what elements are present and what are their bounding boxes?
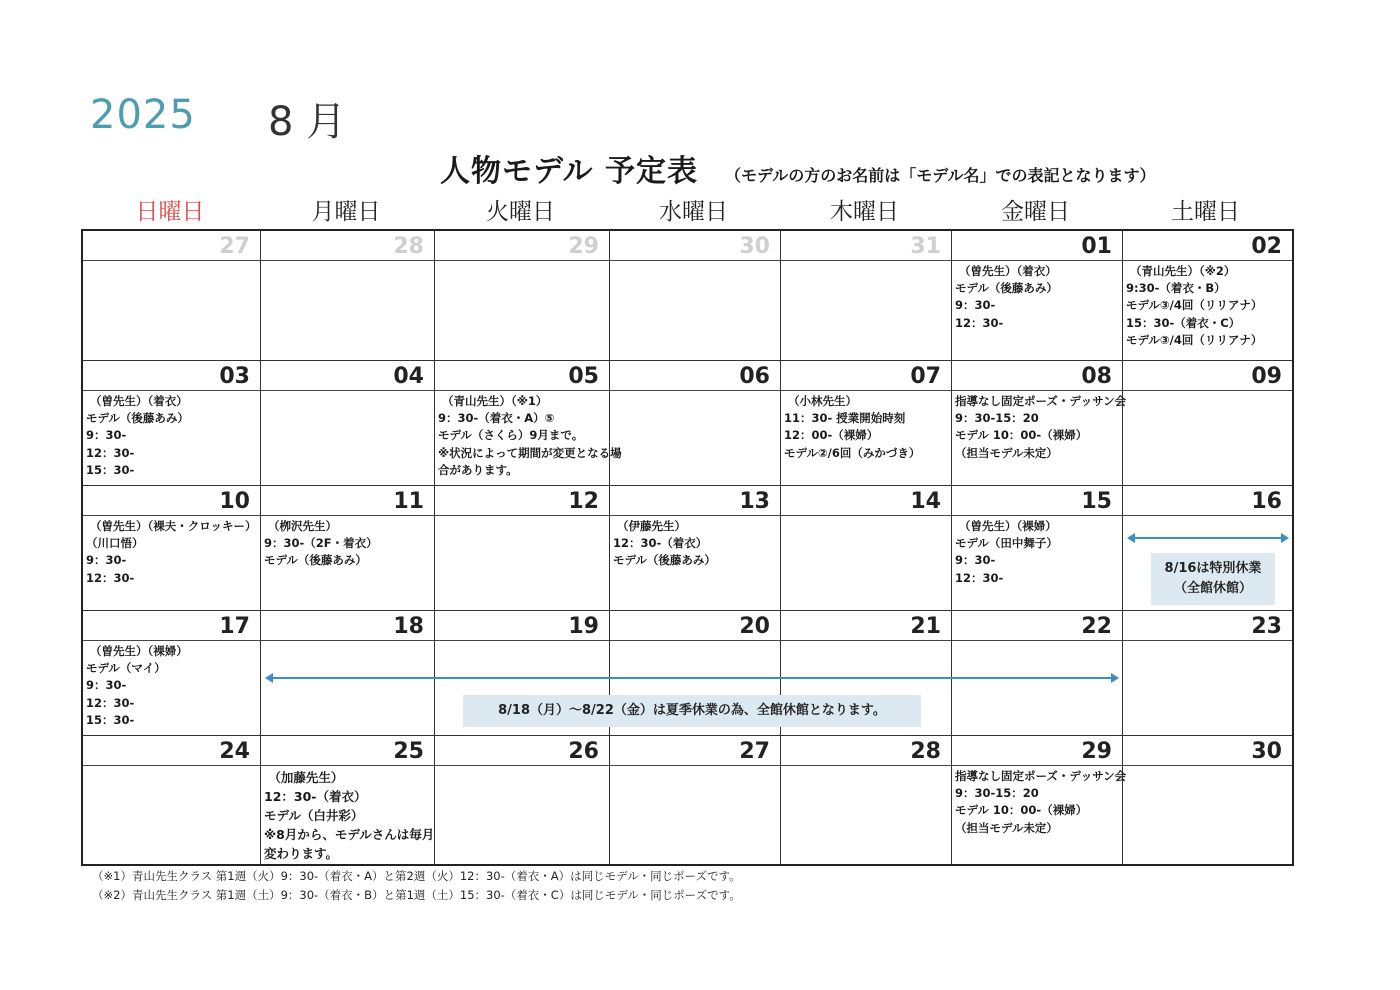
calendar-cell [83, 486, 261, 611]
cell-note: 指導なし固定ポーズ・デッサン会 9：30-15：20 モデル 10：00-（裸婦） （担当モデル未定） [955, 769, 1127, 835]
day-number: 07 [781, 361, 951, 391]
day-number: 28 [781, 736, 951, 766]
day-number: 15 [952, 486, 1122, 516]
footnotes [92, 867, 741, 905]
weekday-label: 木曜日 [830, 199, 899, 225]
weekday-label: 日曜日 [135, 199, 205, 225]
calendar-cell [261, 736, 435, 864]
month-label: 8 月 [268, 99, 347, 145]
day-number: 31 [781, 231, 951, 261]
summer-notice: 8/18（月）～8/22（金）は夏季休業の為、全館休館となります。 [463, 695, 921, 727]
calendar-cell [261, 611, 435, 736]
calendar-cell [1123, 736, 1292, 864]
day-number: 30 [1123, 736, 1292, 766]
day-number: 12 [435, 486, 609, 516]
year-label: 2025 [90, 92, 196, 138]
cell-note: （曽先生）（着衣） モデル（後藤あみ） 9：30- 12：30- 15：30- [86, 394, 189, 477]
weekday-label: 火曜日 [486, 199, 555, 225]
cell-note: （伊藤先生） 12：30-（着衣） モデル（後藤あみ） [613, 519, 716, 568]
aug16-arrow-line [1133, 537, 1283, 539]
day-number: 11 [261, 486, 434, 516]
calendar-cell [1123, 361, 1292, 486]
weekday-label: 金曜日 [1001, 199, 1070, 225]
calendar-cell [435, 736, 610, 864]
calendar-cell [952, 611, 1123, 736]
day-number: 29 [952, 736, 1122, 766]
arrow-left-icon [1127, 533, 1135, 543]
day-number: 04 [261, 361, 434, 391]
calendar-cell [952, 736, 1127, 864]
footnote-2: （※2）青山先生クラス 第1週（土）9：30-（着衣・B）と第1週（土）15：30-（着衣・C）は同じモデル・同じポーズです。 [92, 888, 741, 902]
day-number: 03 [83, 361, 260, 391]
day-number: 30 [610, 231, 780, 261]
calendar-cell [610, 486, 781, 611]
weekday-label: 土曜日 [1171, 199, 1240, 225]
cell-note: 指導なし固定ポーズ・デッサン会 9：30-15：20 モデル 10：00-（裸婦） （担当モデル未定） [955, 394, 1127, 460]
day-number: 13 [610, 486, 780, 516]
calendar-cell [261, 486, 435, 611]
day-number: 24 [83, 736, 260, 766]
calendar-cell [83, 736, 261, 864]
cell-note: （青山先生）（※1） 9：30-（着衣・A）⑤ モデル（さくら）9月まで。 ※状況によって期間が変更となる場 合があります。 [438, 394, 622, 477]
calendar-cell [952, 361, 1127, 486]
day-number: 27 [610, 736, 780, 766]
cell-note: （加藤先生） 12：30-（着衣） モデル（白井彩） ※8月から、モデルさんは毎月 変わります。 [264, 770, 435, 861]
calendar-cell [83, 361, 261, 486]
day-number: 14 [781, 486, 951, 516]
calendar-cell [952, 231, 1123, 361]
calendar-cell [610, 361, 781, 486]
cell-note: （栁沢先生） 9：30-（2F・着衣） モデル（後藤あみ） [264, 519, 378, 568]
calendar-cell [1123, 231, 1292, 361]
calendar-cell [1123, 611, 1292, 736]
aug16-notice: 8/16は特別休業 （全館休館） [1151, 553, 1275, 605]
summer-arrow-line [271, 677, 1113, 679]
day-number: 28 [261, 231, 434, 261]
day-number: 29 [435, 231, 609, 261]
day-number: 25 [261, 736, 434, 766]
day-number: 22 [952, 611, 1122, 641]
calendar-cell [610, 736, 781, 864]
calendar-cell [435, 486, 610, 611]
cell-note: （小林先生） 11：30- 授業開始時刻 12：00-（裸婦） モデル②/6回（みかづき） [784, 394, 921, 460]
day-number: 05 [435, 361, 609, 391]
calendar-cell [781, 361, 952, 486]
arrow-left-icon [265, 673, 273, 683]
calendar-cell [83, 231, 261, 361]
day-number: 17 [83, 611, 260, 641]
footnote-1: （※1）青山先生クラス 第1週（火）9：30-（着衣・A）と第2週（火）12：30-（着衣・A）は同じモデル・同じポーズです。 [92, 869, 741, 883]
title-row [440, 146, 1155, 190]
day-number: 23 [1123, 611, 1292, 641]
calendar-cell [83, 611, 261, 736]
calendar-grid [81, 229, 1294, 866]
calendar-cell [261, 361, 435, 486]
day-number: 10 [83, 486, 260, 516]
weekday-label: 月曜日 [311, 199, 381, 225]
day-number: 27 [83, 231, 260, 261]
calendar-cell [435, 231, 610, 361]
calendar-cell [261, 231, 435, 361]
cell-note: （曽先生）（裸夫・クロッキー） （川口悟） 9：30- 12：30- [86, 519, 257, 585]
weekday-header [81, 193, 1294, 225]
cell-note: （青山先生）（※2） 9:30-（着衣・B） モデル③/4回（リリアナ） 15：30-（着衣・C） モデル③/4回（リリアナ） [1126, 264, 1263, 347]
cell-note: （曽先生）（着衣） モデル（後藤あみ） 9：30- 12：30- [955, 264, 1058, 330]
cell-note: （曽先生）（裸婦） モデル（田中舞子） 9：30- 12：30- [955, 519, 1058, 585]
day-number: 06 [610, 361, 780, 391]
day-number: 01 [952, 231, 1122, 261]
calendar-cell [610, 231, 781, 361]
calendar-cell [435, 361, 622, 486]
page-title: 人物モデル 予定表 [440, 154, 698, 189]
day-number: 02 [1123, 231, 1292, 261]
day-number: 18 [261, 611, 434, 641]
cell-note: （曽先生）（裸婦） モデル（マイ） 9：30- 12：30- 15：30- [86, 644, 188, 727]
weekday-label: 水曜日 [659, 199, 728, 225]
calendar-cell [781, 736, 952, 864]
day-number: 26 [435, 736, 609, 766]
arrow-right-icon [1111, 673, 1119, 683]
day-number: 20 [610, 611, 780, 641]
calendar-cell [952, 486, 1123, 611]
day-number: 19 [435, 611, 609, 641]
day-number: 08 [952, 361, 1122, 391]
calendar-cell [781, 486, 952, 611]
day-number: 21 [781, 611, 951, 641]
day-number: 09 [1123, 361, 1292, 391]
day-number: 16 [1123, 486, 1292, 516]
arrow-right-icon [1281, 533, 1289, 543]
page-subtitle: （モデルの方のお名前は「モデル名」での表記となります） [725, 166, 1156, 185]
calendar-cell [781, 231, 952, 361]
